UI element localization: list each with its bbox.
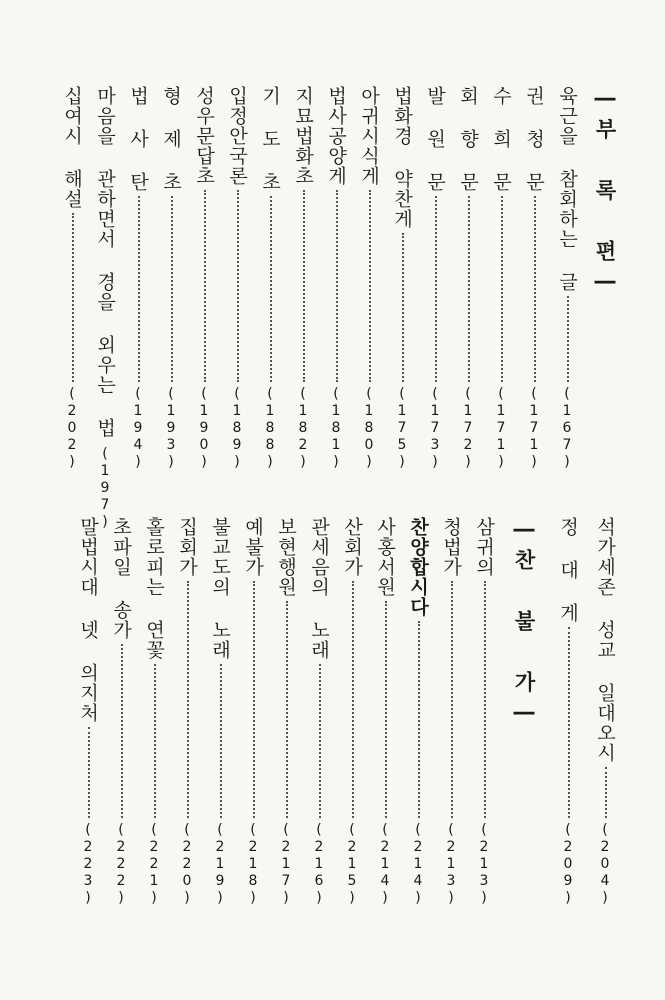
leader-dots xyxy=(468,196,470,382)
leader-dots xyxy=(567,296,569,382)
entry-title: 회 향 문 xyxy=(457,86,479,192)
leader-dots xyxy=(138,196,140,382)
leader-dots xyxy=(286,601,288,818)
toc-entry[interactable] xyxy=(553,517,583,907)
entry-title: 관세음의 노래 xyxy=(308,517,330,660)
entry-page: (194) xyxy=(130,386,146,471)
leader-dots xyxy=(336,190,338,382)
entry-title: 산회가 xyxy=(341,517,363,577)
entry-page: (182) xyxy=(295,386,311,471)
leader-dots xyxy=(501,196,503,382)
toc-entry[interactable] xyxy=(387,86,417,471)
toc-entry[interactable] xyxy=(139,517,169,907)
section-header-appendix: ―부 록 편― xyxy=(593,86,617,301)
leader-dots xyxy=(402,233,404,382)
entry-page: (222) xyxy=(113,822,129,907)
entry-page: (202) xyxy=(64,386,80,471)
entry-page: (213) xyxy=(443,822,459,907)
entry-title: 법화경 약찬게 xyxy=(391,86,413,229)
toc-entry[interactable] xyxy=(590,517,620,907)
leader-dots xyxy=(237,190,239,382)
entry-title: 권 청 문 xyxy=(523,86,545,192)
leader-dots xyxy=(605,767,607,818)
entry-title: 석가세존 성교 일대오시 xyxy=(594,517,616,763)
entry-page: (216) xyxy=(311,822,327,907)
toc-entry[interactable] xyxy=(403,517,433,907)
entry-title: 육근을 참회하는 글 xyxy=(556,86,578,292)
entry-title: 말법시대 넷 의지처 xyxy=(77,517,99,723)
entry-title: 수 희 문 xyxy=(490,86,512,192)
leader-dots xyxy=(154,664,156,818)
toc-entry[interactable] xyxy=(255,86,285,471)
toc-entry[interactable] xyxy=(57,86,87,471)
toc-entry[interactable] xyxy=(90,86,120,531)
toc-entry[interactable] xyxy=(123,86,153,471)
leader-dots xyxy=(303,190,305,382)
toc-entry[interactable] xyxy=(222,86,252,471)
toc-entry[interactable] xyxy=(486,86,516,471)
toc-entry[interactable] xyxy=(321,86,351,471)
leader-dots xyxy=(451,581,453,818)
entry-title: 청법가 xyxy=(440,517,462,577)
entry-title: 형 제 초 xyxy=(160,86,182,192)
entry-title: 홀로피는 연꽃 xyxy=(143,517,165,660)
leader-dots xyxy=(319,664,321,818)
entry-page: (223) xyxy=(80,822,96,907)
entry-page: (219) xyxy=(212,822,228,907)
toc-entry[interactable] xyxy=(436,517,466,907)
leader-dots xyxy=(270,196,272,382)
entry-title: 십여시 해설 xyxy=(61,86,83,209)
entry-title: 마음을 관하면서 경을 외우는 법 xyxy=(94,86,116,438)
leader-dots xyxy=(121,644,123,818)
toc-entry[interactable] xyxy=(519,86,549,471)
toc-entry[interactable] xyxy=(370,517,400,907)
entry-title: 찬양합시다 xyxy=(407,517,429,617)
entry-page: (173) xyxy=(427,386,443,471)
leader-dots xyxy=(72,213,74,382)
entry-page: (214) xyxy=(377,822,393,907)
entry-page: (204) xyxy=(597,822,613,907)
leader-dots xyxy=(204,190,206,382)
entry-page: (217) xyxy=(278,822,294,907)
entry-title: 기 도 초 xyxy=(259,86,281,192)
entry-page: (181) xyxy=(328,386,344,471)
entry-title: 예불가 xyxy=(242,517,264,577)
entry-title: 발 원 문 xyxy=(424,86,446,192)
toc-entry[interactable] xyxy=(552,86,582,471)
leader-dots xyxy=(369,190,371,382)
leader-dots xyxy=(435,196,437,382)
entry-page: (188) xyxy=(262,386,278,471)
toc-entry[interactable] xyxy=(238,517,268,907)
entry-page: (213) xyxy=(476,822,492,907)
leader-dots xyxy=(418,621,420,818)
entry-page: (171) xyxy=(493,386,509,471)
entry-title: 초파일 송가 xyxy=(110,517,132,640)
toc-entry[interactable] xyxy=(453,86,483,471)
entry-page: (167) xyxy=(559,386,575,471)
entry-page: (172) xyxy=(460,386,476,471)
toc-entry[interactable] xyxy=(288,86,318,471)
entry-title: 불교도의 노래 xyxy=(209,517,231,660)
entry-title: 사홍서원 xyxy=(374,517,396,597)
leader-dots xyxy=(484,581,486,818)
toc-entry[interactable] xyxy=(205,517,235,907)
entry-page: (189) xyxy=(229,386,245,471)
entry-page: (175) xyxy=(394,386,410,471)
toc-entry[interactable] xyxy=(106,517,136,907)
toc-entry[interactable] xyxy=(172,517,202,907)
toc-entry[interactable] xyxy=(420,86,450,471)
entry-page: (197) xyxy=(97,446,113,531)
entry-page: (209) xyxy=(560,822,576,907)
entry-title: 정 대 게 xyxy=(557,517,579,623)
entry-page: (180) xyxy=(361,386,377,471)
toc-entry[interactable] xyxy=(337,517,367,907)
leader-dots xyxy=(171,196,173,382)
entry-title: 성우문답초 xyxy=(193,86,215,186)
entry-title: 보현행원 xyxy=(275,517,297,597)
entry-page: (220) xyxy=(179,822,195,907)
entry-page: (221) xyxy=(146,822,162,907)
entry-page: (171) xyxy=(526,386,542,471)
toc-entry[interactable] xyxy=(156,86,186,471)
entry-page: (190) xyxy=(196,386,212,471)
toc-entry[interactable] xyxy=(189,86,219,471)
leader-dots xyxy=(88,727,90,818)
entry-title: 지묘법화초 xyxy=(292,86,314,186)
leader-dots xyxy=(534,196,536,382)
toc-entry[interactable] xyxy=(304,517,334,907)
leader-dots xyxy=(352,581,354,818)
entry-title: 아귀시식게 xyxy=(358,86,380,186)
leader-dots xyxy=(253,581,255,818)
toc-entry[interactable] xyxy=(354,86,384,471)
section-header-hymns: ―찬 불 가― xyxy=(512,517,536,732)
entry-page: (193) xyxy=(163,386,179,471)
toc-entry[interactable] xyxy=(469,517,499,907)
toc-entry[interactable] xyxy=(73,517,103,907)
leader-dots xyxy=(385,601,387,818)
leader-dots xyxy=(187,581,189,818)
leader-dots xyxy=(220,664,222,818)
entry-title: 집회가 xyxy=(176,517,198,577)
entry-page: (214) xyxy=(410,822,426,907)
entry-page: (218) xyxy=(245,822,261,907)
entry-title: 입정안국론 xyxy=(226,86,248,186)
leader-dots xyxy=(568,627,570,818)
entry-title: 법 사 탄 xyxy=(127,86,149,192)
entry-title: 삼귀의 xyxy=(473,517,495,577)
toc-entry[interactable] xyxy=(271,517,301,907)
entry-page: (215) xyxy=(344,822,360,907)
entry-title: 법사공양게 xyxy=(325,86,347,186)
